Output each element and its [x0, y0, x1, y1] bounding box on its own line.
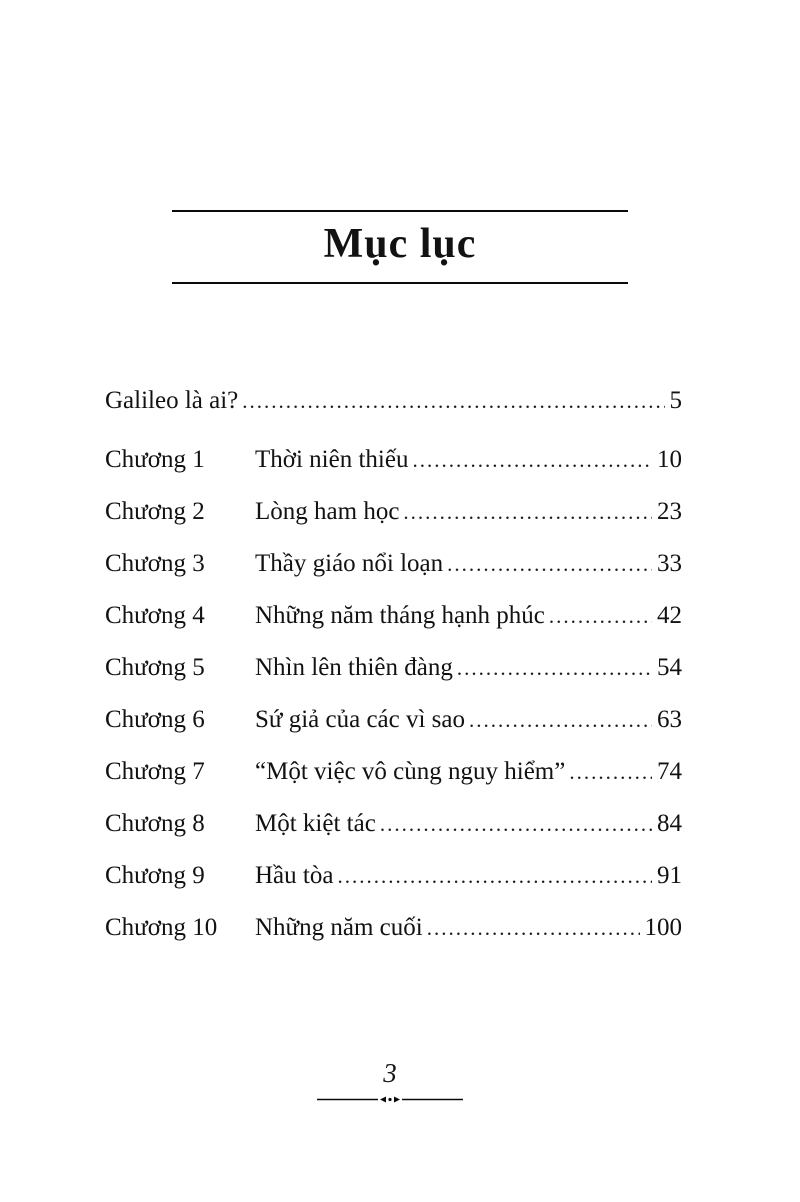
dot-leader [447, 554, 652, 575]
toc-entry-page: 54 [657, 654, 682, 681]
toc-entry [105, 759, 682, 784]
toc-chapter-label: Chương 2 [105, 498, 205, 525]
toc-chapter-label: Chương 4 [105, 602, 205, 629]
page-title: Mục lục [323, 221, 477, 267]
dot-leader [549, 606, 652, 627]
toc-entry-title: Hầu tòa [255, 862, 334, 889]
toc-entry-title: Thời niên thiếu [255, 446, 409, 473]
toc-chapter-label: Chương 5 [105, 654, 205, 681]
toc-chapter-label: Chương 7 [105, 758, 205, 785]
toc-entry-title: Sứ giả của các vì sao [255, 706, 465, 733]
toc-entry-intro [105, 388, 682, 413]
toc-entry [105, 655, 682, 680]
toc-entry [105, 811, 682, 836]
dot-leader [457, 658, 652, 679]
toc-entry-page: 5 [669, 387, 682, 414]
toc-entry [105, 915, 682, 940]
toc-entry [105, 551, 682, 576]
toc-entry-page: 84 [657, 810, 682, 837]
toc-entry [105, 499, 682, 524]
toc-chapter-label: Chương 8 [105, 810, 205, 837]
toc-entry-title: Galileo là ai? [105, 387, 239, 414]
toc-chapter-label: Chương 6 [105, 706, 205, 733]
toc-entry-page: 23 [657, 498, 682, 525]
toc-entry-page: 42 [657, 602, 682, 629]
toc-entry-title: Những năm tháng hạnh phúc [255, 602, 545, 629]
toc-entry-page: 33 [657, 550, 682, 577]
toc-entry [105, 603, 682, 628]
toc-entry-page: 91 [657, 862, 682, 889]
toc-entry-title: Một kiệt tác [255, 810, 376, 837]
toc-entry-title: “Một việc vô cùng nguy hiểm” [255, 758, 566, 785]
dot-leader [337, 866, 652, 887]
table-of-contents [105, 388, 682, 940]
toc-entry-title: Nhìn lên thiên đàng [255, 654, 453, 681]
toc-entry-page: 74 [657, 758, 682, 785]
footer-ornament-icon [315, 1094, 465, 1106]
page-footer [310, 1058, 470, 1111]
toc-entry [105, 863, 682, 888]
toc-entry-title: Những năm cuối [255, 914, 423, 941]
dot-leader [469, 710, 652, 731]
dot-leader [412, 450, 652, 471]
dot-leader [380, 814, 652, 835]
toc-entry-title: Thầy giáo nổi loạn [255, 550, 444, 577]
toc-chapter-label: Chương 9 [105, 862, 205, 889]
toc-entry-page: 63 [657, 706, 682, 733]
dot-leader [569, 762, 652, 783]
toc-entry [105, 707, 682, 732]
dot-leader [403, 502, 652, 523]
toc-chapter-label: Chương 1 [105, 446, 205, 473]
toc-chapter-label: Chương 3 [105, 550, 205, 577]
dot-leader [427, 918, 640, 939]
dot-leader [242, 391, 664, 412]
toc-entry-page: 100 [644, 914, 682, 941]
toc-entry-title: Lòng ham học [255, 498, 400, 525]
folio-page-number: 3 [383, 1058, 397, 1088]
title-block [172, 210, 628, 284]
toc-entry-page: 10 [657, 446, 682, 473]
toc-entry [105, 447, 682, 472]
toc-chapter-label: Chương 10 [105, 914, 218, 941]
